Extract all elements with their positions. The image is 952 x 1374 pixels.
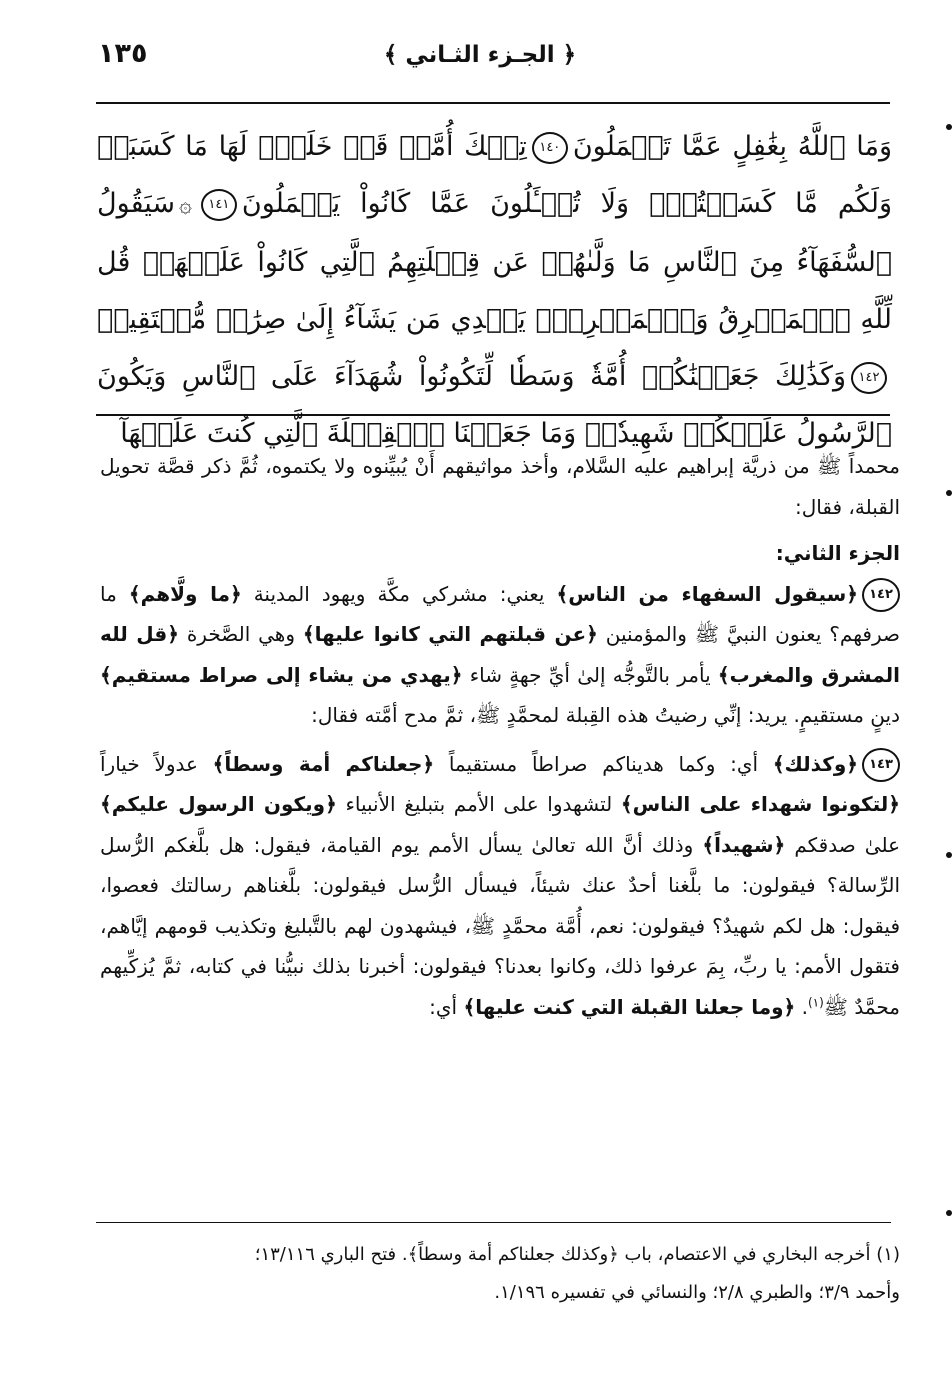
commentary-text: علىٰ صدقكم bbox=[785, 832, 900, 857]
quoted-verse: ﴿لتكونوا شهداء على الناس﴾ bbox=[620, 792, 901, 816]
quoted-verse: ﴿ما ولَّاهم﴾ bbox=[128, 581, 242, 606]
commentary-text: دينٍ مستقيمٍ. يريد: إنِّي رضيتُ هذه القِبلة لمحمَّدٍ ﷺ، ثمَّ مدح أمَّته فقال: bbox=[311, 703, 900, 727]
verse-number-badge: ١٤٢ bbox=[862, 578, 900, 612]
commentary-text: وذلك أنَّ الله تعالىٰ يسأل الأمم يوم القيامة، فيقول: هل بلَّغكم الرُّسل الرِّسالة؟ فيقولون: ما بلَّغنا أحدٌ عنك شيئاً، فيسأل الرُّسل فيقولون: بلَّغناهم رسالتك فعصوا، فيقول: هل لكم شهيدٌ؟ فيقولون: نعم، أُمَّة محمَّدٍ ﷺ، فيشهدون لهم بالتَّبليغ وتكذيب قومهم إيَّاهم، فتقول الأمم: يا ربِّ، بِمَ عرفوا ذلك، وكانوا بعدنا؟ فيقولون: أخبرنا بذلك نبيُّنا في كتابه، ثمَّ يُزكِّيهم محمَّدٌ ﷺ bbox=[100, 832, 900, 1019]
section-heading: الجزء الثاني: bbox=[775, 541, 900, 565]
footnote-line: وأحمد ٣/٩؛ والطبري ٢/٨؛ والنسائي في تفسيره ١/١٩٦. bbox=[494, 1282, 900, 1303]
footnote-line: (١) أخرجه البخاري في الاعتصام، باب ﴿وكذلك جعلناكم أمة وسطاً﴾. فتح الباري ١٣/١١٦؛ bbox=[254, 1244, 900, 1265]
quran-segment: تِلۡكَ أُمَّةٞ قَدۡ خَلَتۡۖ لَهَا مَا كَسَبَتۡ وَلَكُم مَّا كَسَبۡتُمۡۖ وَلَا تُسۡـَٔلُونَ عَمَّا كَانُواْ يَعۡمَلُونَ bbox=[97, 131, 892, 219]
commentary-text: . bbox=[795, 994, 808, 1019]
quoted-verse: ﴿وكذلك﴾ bbox=[772, 751, 858, 776]
quran-text-block bbox=[97, 118, 892, 462]
commentary-intro bbox=[100, 446, 900, 527]
intro-line: محمداً ﷺ من ذريَّة إبراهيم عليه السَّلام، وأخذ مواثيقهم أَنْ يُبيِّنوه ولا يكتموه، bbox=[265, 454, 901, 478]
quoted-verse: ﴿شهيداً﴾ bbox=[702, 832, 786, 857]
commentary-text: يعني: مشركي مكَّة ويهود المدينة bbox=[241, 581, 557, 606]
commentary-text: أي: وكما هديناكم صراطاً مستقيماً bbox=[434, 751, 773, 776]
binding-mark bbox=[946, 124, 952, 130]
quran-divider-rule bbox=[96, 414, 890, 416]
intro-line: ثُمَّ ذكر قصَّة تحويل القبلة، فقال: bbox=[100, 454, 900, 519]
binding-mark bbox=[946, 852, 952, 858]
commentary-text: عدولاً خياراً bbox=[100, 751, 213, 776]
quoted-verse: ﴿سيقول السفهاء من الناس﴾ bbox=[556, 581, 859, 606]
binding-mark bbox=[946, 490, 952, 496]
quran-segment: وَمَا ٱللَّهُ بِغَٰفِلٍ عَمَّا تَعۡمَلُونَ bbox=[572, 131, 892, 162]
commentary-text: لتشهدوا على الأمم بتبليغ الأنبياء bbox=[336, 792, 621, 816]
quran-segment: سَيَقُولُ ٱلسُّفَهَآءُ مِنَ ٱلنَّاسِ مَا وَلَّىٰهُمۡ عَن قِبۡلَتِهِمُ ٱلَّتِي كَانُواْ عَلَيۡهَاۚ قُل لِّلَّهِ ٱلۡمَشۡرِقُ وَٱلۡمَغۡرِبُۚ يَهۡدِي مَن يَشَآءُ إِلَىٰ صِرَٰطٖ مُّسۡتَقِيمٖ bbox=[97, 188, 892, 335]
commentary-text: أي: bbox=[429, 994, 464, 1019]
commentary-block bbox=[100, 446, 900, 1027]
footnote-reference[interactable]: (١) bbox=[807, 994, 824, 1009]
quoted-verse: ﴿قل لله المشرق والمغرب﴾ bbox=[100, 622, 900, 687]
commentary-text: وهي الصَّخرة bbox=[178, 622, 303, 646]
footnote-rule bbox=[96, 1222, 891, 1223]
verse-number-badge: ١٤٣ bbox=[862, 748, 900, 782]
ayah-number-marker: ١٤١ bbox=[201, 189, 237, 221]
binding-mark bbox=[946, 1210, 952, 1216]
quoted-verse: ﴿وما جعلنا القبلة التي كنت عليها﴾ bbox=[463, 994, 796, 1019]
quoted-verse: ﴿ويكون الرسول عليكم﴾ bbox=[100, 792, 337, 816]
ayah-number-marker: ١٤٠ bbox=[532, 132, 568, 164]
quoted-verse: ﴿يهدي من يشاء إلى صراط مستقيم﴾ bbox=[100, 662, 463, 687]
commentary-paragraph-143 bbox=[100, 744, 900, 1028]
rub-el-hizb-icon: ۞ bbox=[179, 193, 192, 218]
page-number: ١٣٥ bbox=[98, 38, 148, 69]
quoted-verse: ﴿عن قبلتهم التي كانوا عليها﴾ bbox=[302, 622, 598, 646]
quoted-verse: ﴿جعلناكم أمة وسطاً﴾ bbox=[212, 751, 435, 776]
quran-segment: وَكَذَٰلِكَ جَعَلۡنَٰكُمۡ أُمَّةٗ وَسَطٗا لِّتَكُونُواْ شُهَدَآءَ عَلَى ٱلنَّاسِ وَيَكُونَ ٱلرَّسُولُ عَلَيۡكُمۡ شَهِيدٗاۗ وَمَا جَعَلۡنَا ٱلۡقِبۡلَةَ ٱلَّتِي كُنتَ عَلَيۡهَآ bbox=[97, 361, 892, 449]
ayah-number-marker: ١٤٢ bbox=[851, 362, 887, 394]
commentary-paragraph-142 bbox=[100, 574, 900, 736]
running-title: ﴿ الجـزء الثـاني ﴾ bbox=[383, 42, 577, 68]
commentary-text: ما صرفهم؟ يعنون النبيَّ ﷺ والمؤمنين bbox=[100, 581, 900, 646]
commentary-text: يأمر بالتَّوجُّه إلىٰ أيِّ جهةٍ شاء bbox=[462, 662, 718, 687]
footnote-block bbox=[100, 1236, 900, 1312]
header-rule bbox=[96, 102, 890, 104]
